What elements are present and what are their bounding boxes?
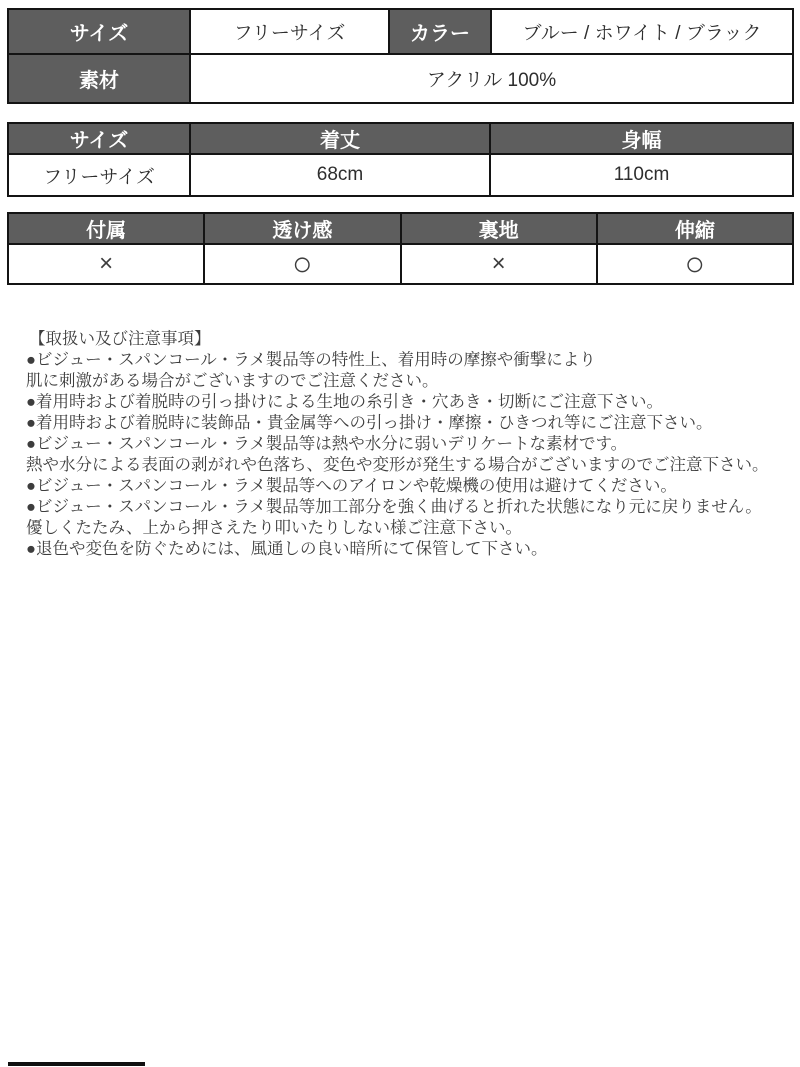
care-note-line: ●ビジュー・スパンコール・ラメ製品等の特性上、着用時の摩擦や衝撃により <box>26 351 596 369</box>
features-table <box>7 212 794 285</box>
care-note-line: ●退色や変色を防ぐためには、風通しの良い暗所にて保管して下さい。 <box>26 540 548 558</box>
care-note-line: 熱や水分による表面の剥がれや色落ち、変色や変形が発生する場合がございますのでご注意下さい。 <box>26 456 769 474</box>
care-note-line: ●ビジュー・スパンコール・ラメ製品等へのアイロンや乾燥機の使用は避けてください。 <box>26 477 677 495</box>
sheerness-circle-mark: ○ <box>204 244 400 284</box>
features-col-lining: 裏地 <box>401 213 597 244</box>
measurements-col-length: 着丈 <box>190 123 490 154</box>
care-note-line: 優しくたたみ、上から押さえたり叩いたりしない様ご注意下さい。 <box>26 519 522 537</box>
features-col-accessory: 付属 <box>8 213 204 244</box>
care-notes <box>26 329 769 560</box>
spec-table <box>7 8 794 104</box>
size-header-cell: サイズ <box>8 9 190 54</box>
lining-cross-mark: × <box>401 244 597 284</box>
measurements-width-cell: 110cm <box>490 154 793 196</box>
material-header-cell: 素材 <box>8 54 190 103</box>
care-notes-title: 【取扱い及び注意事項】 <box>29 330 211 348</box>
care-note-line: ●ビジュー・スパンコール・ラメ製品等加工部分を強く曲げると折れた状態になり元に戻りません。 <box>26 498 762 516</box>
care-note-line: ●ビジュー・スパンコール・ラメ製品等は熱や水分に弱いデリケートな素材です。 <box>26 435 628 453</box>
measurements-table <box>7 122 794 197</box>
measurements-col-width: 身幅 <box>490 123 793 154</box>
care-note-line: ●着用時および着脱時の引っ掛けによる生地の糸引き・穴あき・切断にご注意下さい。 <box>26 393 663 411</box>
accessory-cross-mark: × <box>8 244 204 284</box>
measurements-data-row <box>8 154 793 196</box>
features-col-sheerness: 透け感 <box>204 213 400 244</box>
color-value-cell: ブルー / ホワイト / ブラック <box>491 9 793 54</box>
stretch-circle-mark: ○ <box>597 244 793 284</box>
measurements-col-size: サイズ <box>8 123 190 154</box>
size-value-cell: フリーサイズ <box>190 9 389 54</box>
care-note-line: 肌に刺激がある場合がございますのでご注意ください。 <box>26 372 439 390</box>
measurements-size-cell: フリーサイズ <box>8 154 190 196</box>
measurements-header-row <box>8 123 793 154</box>
care-note-line: ●着用時および着脱時に装飾品・貴金属等への引っ掛け・摩擦・ひきつれ等にご注意下さい。 <box>26 414 713 432</box>
material-value-cell: アクリル 100% <box>190 54 793 103</box>
measurements-length-cell: 68cm <box>190 154 490 196</box>
color-header-cell: カラー <box>389 9 491 54</box>
spec-table-row-material <box>8 54 793 103</box>
features-data-row <box>8 244 793 284</box>
features-col-stretch: 伸縮 <box>597 213 793 244</box>
cutoff-element-border <box>8 1062 145 1066</box>
features-header-row <box>8 213 793 244</box>
spec-table-row-size-color <box>8 9 793 54</box>
